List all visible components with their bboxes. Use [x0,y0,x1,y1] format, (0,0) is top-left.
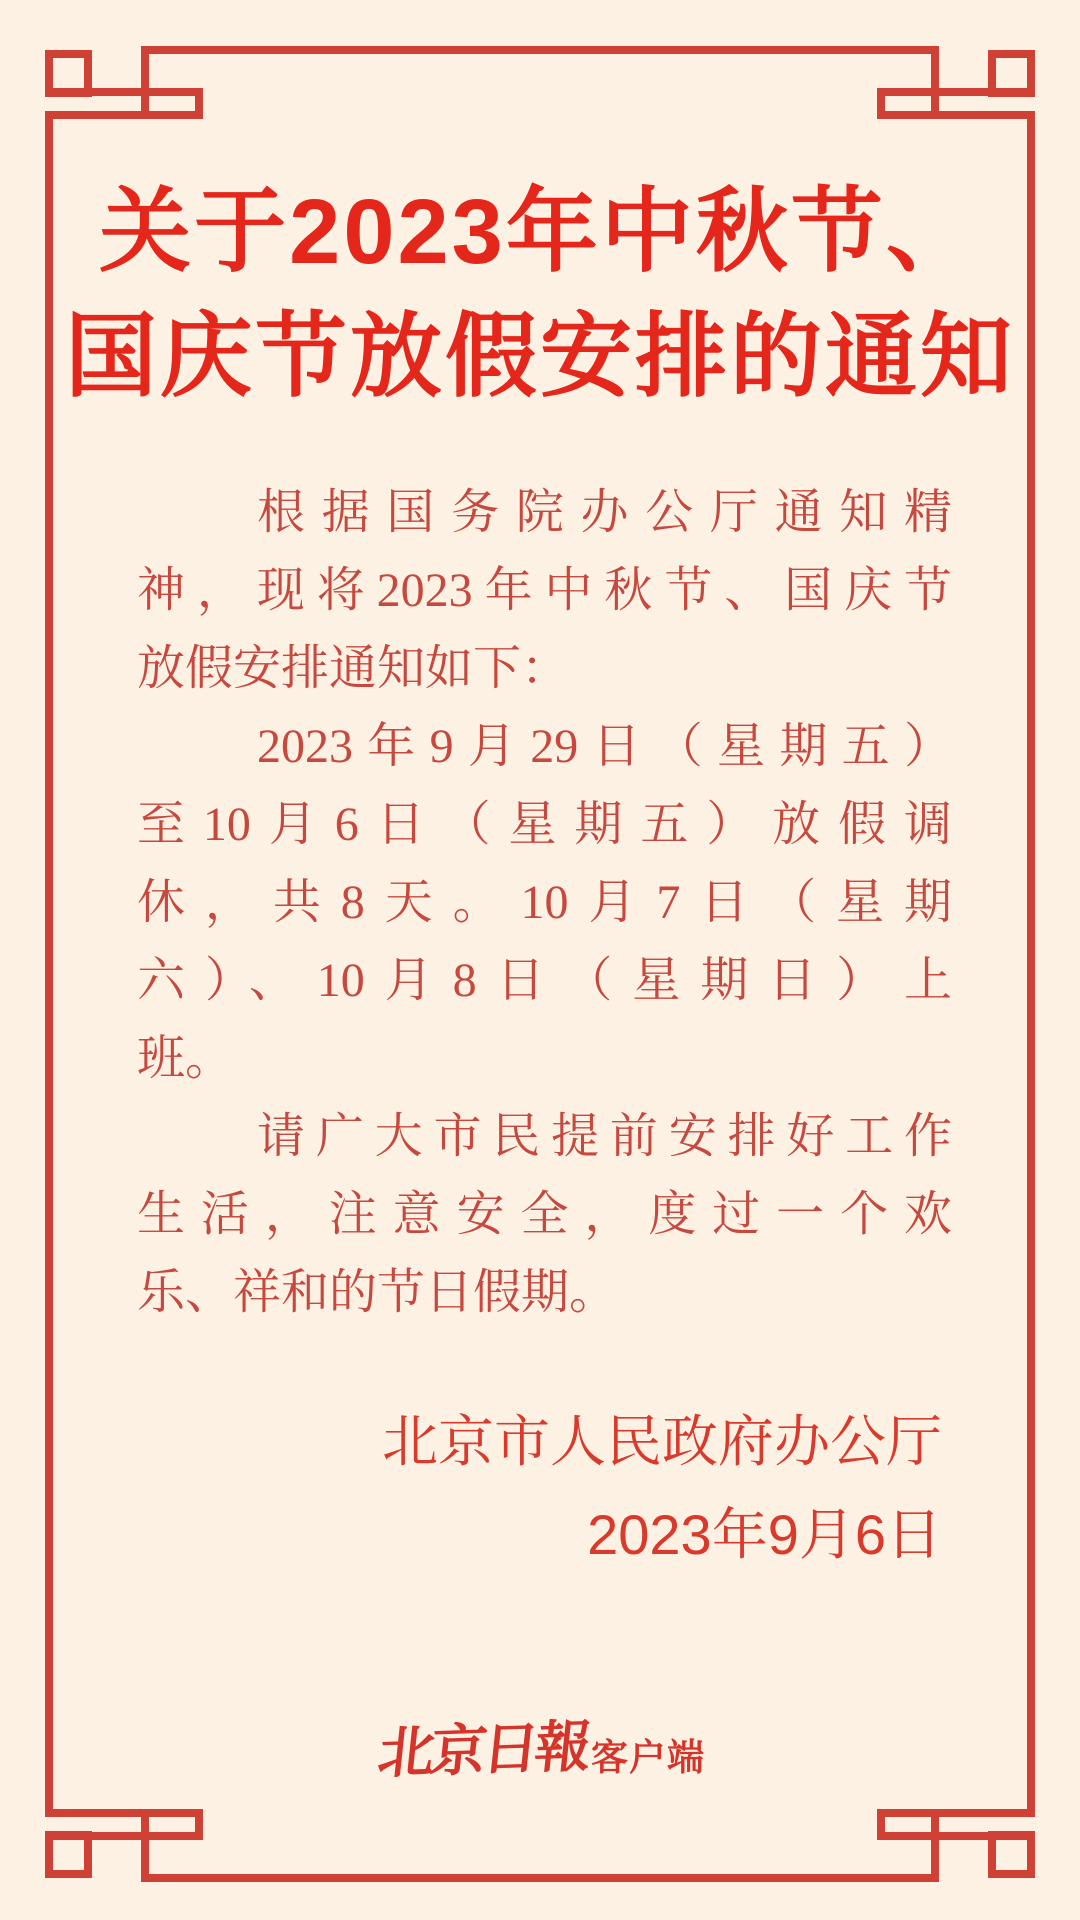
signature-block [382,1395,942,1581]
notice-title-line-2: 国庆节放假安排的通知 [64,306,1015,408]
notice-title-line-1: 关于2023年中秋节、 [99,181,981,283]
frame-border-bottom [220,1874,860,1882]
body-line: 放假安排通知如下： [137,642,570,695]
footer-logo [0,1700,1080,1786]
notice-body [137,474,952,1332]
body-line: 神，现将2023年中秋节、国庆节 [137,564,952,617]
frame-corner-bottom-left [0,1788,230,1920]
frame-corner-top-left [0,0,230,140]
frame-border-top [220,46,860,54]
body-line: 班。 [137,1032,234,1085]
body-line: 根据国务院办公厅通知精 [257,486,952,539]
body-line: 至10月6日（星期五）放假调 [137,798,952,851]
signature-date: 2023年9月6日 [587,1503,942,1566]
body-line: 请广大市民提前安排好工作 [257,1110,952,1163]
signature-org: 北京市人民政府办公厅 [382,1410,942,1473]
body-line: 乐、祥和的节日假期。 [137,1266,618,1319]
body-line: 六）、10月8日（星期日）上 [137,954,952,1007]
body-line: 生活，注意安全，度过一个欢 [137,1188,952,1241]
body-line: 休，共8天。10月7日（星期 [137,876,952,929]
frame-corner-top-right [850,0,1080,140]
brand-suffix-text: 客户端 [591,1737,705,1778]
notice-title [0,170,1080,420]
brand-logo-text: 北京日報 [374,1716,591,1786]
body-line: 2023年9月29日（星期五） [257,720,952,773]
frame-corner-bottom-right [850,1788,1080,1920]
